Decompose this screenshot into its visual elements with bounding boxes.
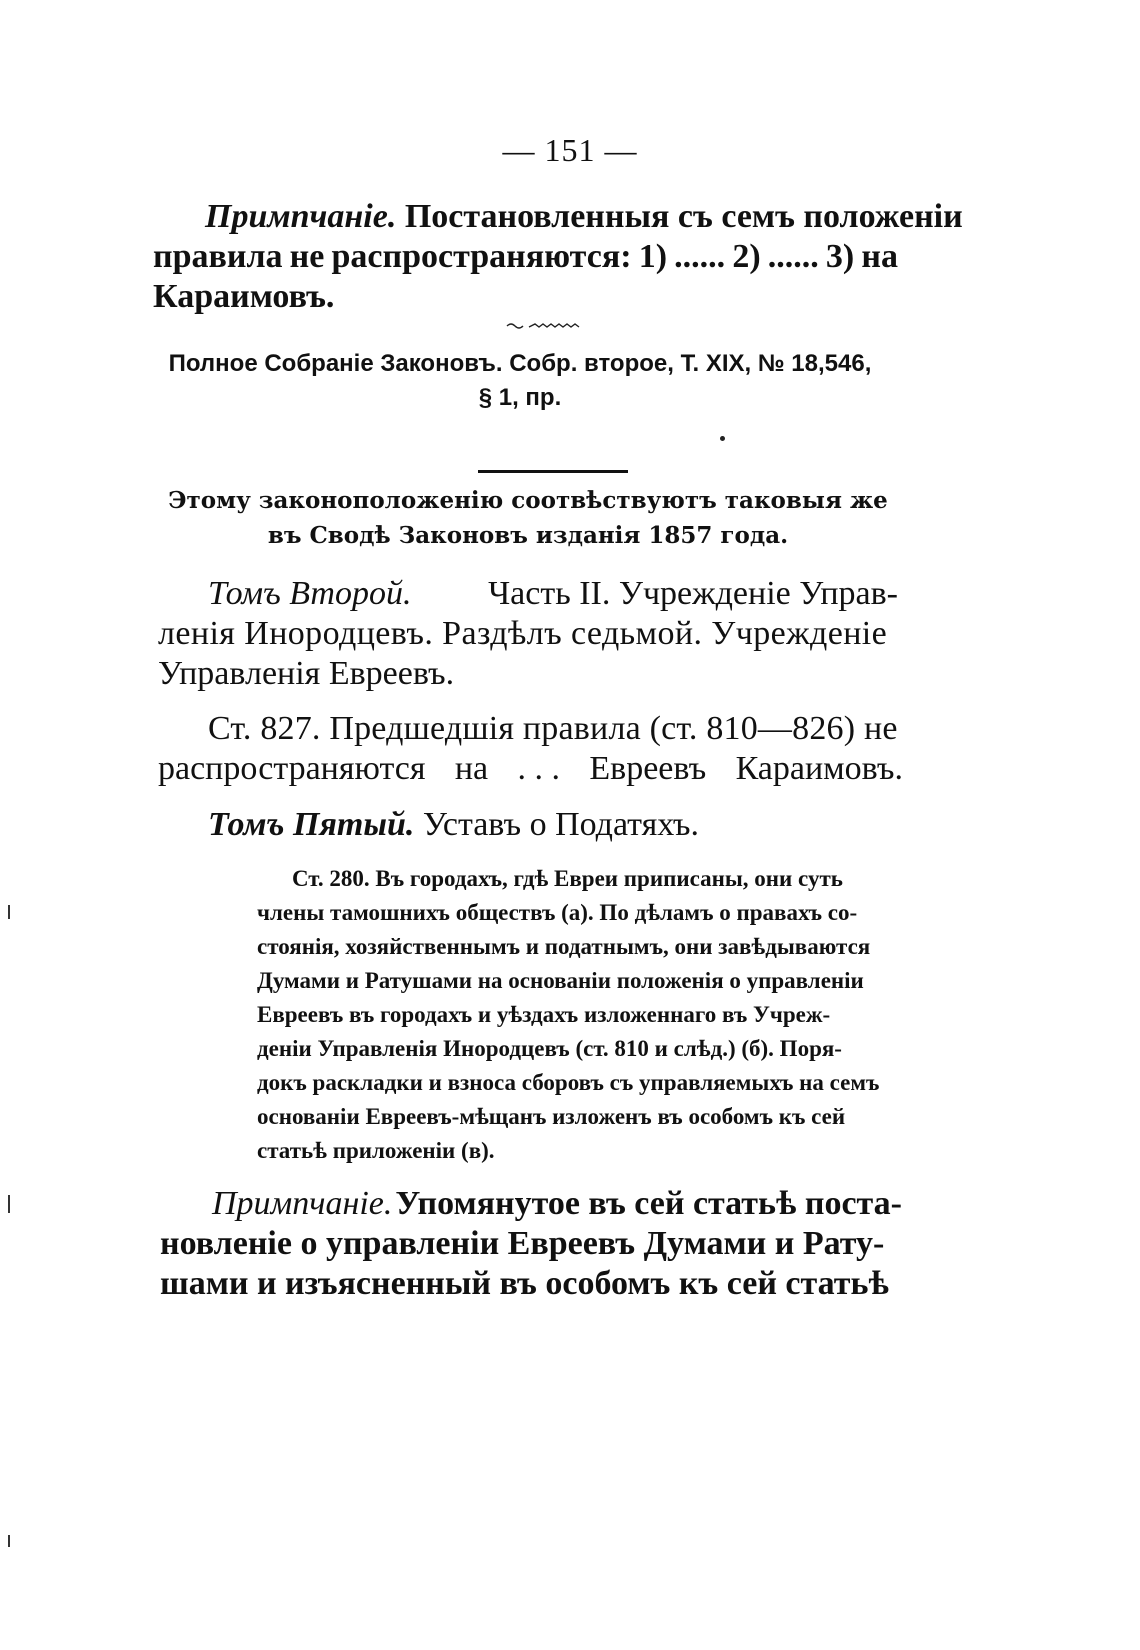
heading-line-1: Этому законоположенію соотвѣствуютъ таковыя же (168, 487, 888, 514)
note1-line-3: Караимовъ. (153, 278, 335, 315)
note2-line-2: новленіе о управленіи Евреевъ Думами и Рату- (160, 1225, 885, 1262)
st280-line: члены тамошнихъ обществъ (а). По дѣламъ о правахъ со- (257, 900, 858, 925)
margin-mark (8, 1195, 10, 1213)
st280-line: статьѣ приложеніи (в). (257, 1138, 495, 1163)
st827-word: на (454, 750, 489, 787)
st280-line: Думами и Ратушами на основаніи положенія о управленіи (257, 968, 864, 993)
note1-word: не (289, 238, 325, 275)
section-rule (478, 470, 628, 473)
note2-line-1 (212, 1185, 902, 1223)
note2-label: Примпчаніе. (212, 1185, 393, 1222)
ornament-swirl (505, 318, 585, 332)
note1-word: 1) (638, 238, 668, 275)
heading-line-2: въ Сводѣ Законовъ изданія 1857 года. (267, 522, 789, 549)
tom5-text: Уставъ о Податяхъ. (422, 806, 700, 843)
st827-word: Евреевъ (589, 750, 707, 787)
note1-word: правила (153, 238, 283, 275)
st827-line-1: Ст. 827. Предшедшія правила (ст. 810—826) не (208, 710, 898, 747)
st280-line: Евреевъ въ городахъ и уѣздахъ изложеннаго въ Учреж- (257, 1002, 831, 1027)
margin-mark (8, 905, 10, 919)
tom2-line1-text: Часть II. Учрежденіе Управ- (488, 575, 898, 612)
tom5-line (208, 806, 699, 844)
note1-label: Примпчаніе. (205, 198, 397, 235)
note2-line1-text: Упомянутое въ сей статьѣ поста- (395, 1185, 902, 1222)
st280-line: докъ раскладки и взноса сборовъ съ управляемыхъ на семъ (257, 1070, 880, 1095)
st280-line: основаніи Евреевъ-мѣщанъ изложенъ въ особомъ къ сей (257, 1104, 846, 1129)
note1-word: 3) (825, 238, 855, 275)
note1-word: 2) (732, 238, 761, 275)
note1-word: ...... (674, 238, 726, 275)
note1-word: распространяются: (331, 238, 632, 275)
note1-line1-text: Постановленныя съ семъ положеніи (404, 198, 963, 235)
page-number: — 151 — (502, 132, 638, 168)
tom2-label: Томъ Второй. (208, 575, 412, 612)
note1-word: на (861, 238, 898, 275)
source-line-2: § 1, пр. (478, 384, 562, 411)
source-line-1: Полное Собраніе Законовъ. Собр. второе, Т. XIX, № 18,546, (168, 350, 872, 377)
st827-line-2 (158, 750, 903, 788)
tom5-label: Томъ Пятый. (208, 806, 415, 843)
note1-line-2 (153, 238, 898, 276)
tom2-line-1 (208, 575, 898, 613)
st827-word: . . . (517, 750, 561, 787)
st280-line: Ст. 280. Въ городахъ, гдѣ Евреи приписаны, они суть (292, 866, 843, 891)
note1-word: ...... (767, 238, 819, 275)
st280-line: стоянія, хозяйственнымъ и податнымъ, они завѣдываются (257, 934, 871, 959)
note1-line-1 (205, 198, 963, 236)
tom2-line-3: Управленія Евреевъ. (158, 655, 455, 692)
st827-word: распространяются (158, 750, 426, 787)
note2-line-3: шами и изъясненный въ особомъ къ сей статьѣ (160, 1265, 889, 1302)
specks (720, 436, 725, 441)
st280-line: деніи Управленія Инородцевъ (ст. 810 и слѣд.) (б). Поря- (257, 1036, 842, 1061)
tom2-line-2: ленія Инородцевъ. Раздѣлъ седьмой. Учрежденіе (158, 615, 888, 652)
margin-mark (8, 1535, 10, 1547)
st827-word: Караимовъ. (735, 750, 903, 787)
